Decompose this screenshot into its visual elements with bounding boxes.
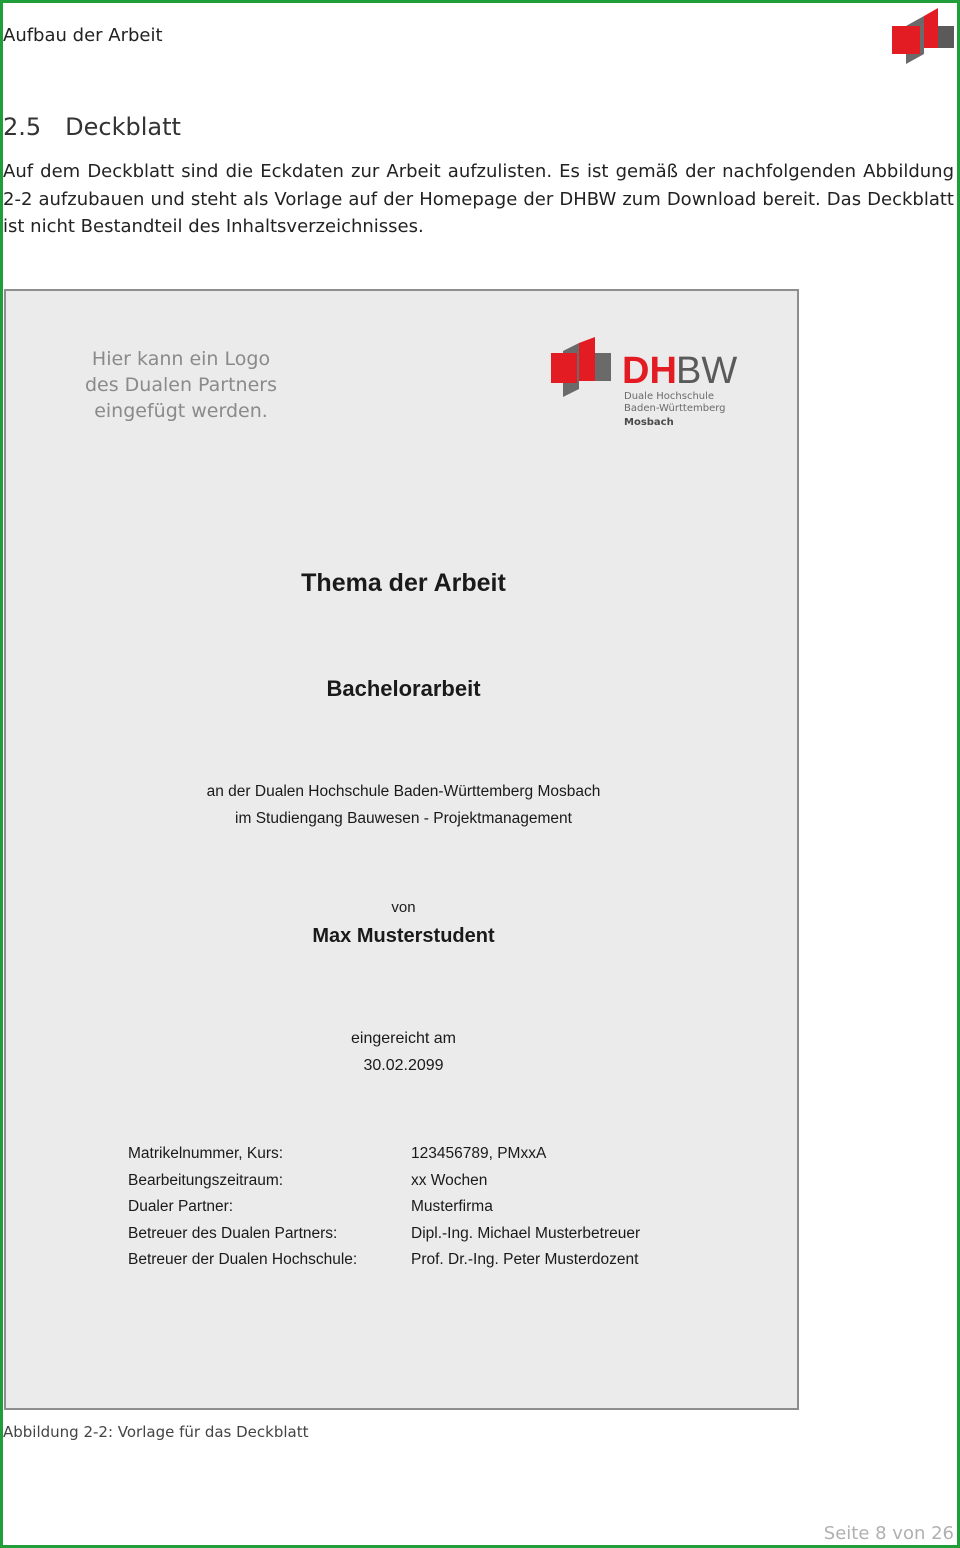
section-title: Deckblatt (65, 113, 181, 141)
details-label: Matrikelnummer, Kurs: (128, 1145, 284, 1163)
cover-details-table (128, 1141, 640, 1274)
dhbw-subtitle-1: Duale Hochschule (624, 391, 715, 402)
dhbw-location: Mosbach (624, 417, 674, 428)
cover-author: Max Musterstudent (312, 925, 495, 947)
dhbw-subtitle-2: Baden-Württemberg (624, 403, 726, 414)
section-heading (3, 113, 181, 141)
partner-logo-line: des Dualen Partners (84, 374, 277, 396)
details-row (128, 1168, 640, 1195)
details-label: Betreuer der Dualen Hochschule: (128, 1251, 358, 1269)
details-row (128, 1221, 640, 1248)
dhbw-logo-mark-icon (551, 337, 611, 397)
cover-template-figure (4, 289, 799, 1410)
partner-logo-line: Hier kann ein Logo (91, 348, 271, 370)
cover-title: Thema der Arbeit (301, 569, 506, 597)
details-value: 123456789, PMxxA (411, 1145, 547, 1163)
details-value: Dipl.-Ing. Michael Musterbetreuer (411, 1224, 641, 1242)
cover-thesis-type: Bachelorarbeit (326, 676, 481, 701)
partner-logo-line: eingefügt werden. (94, 400, 268, 422)
cover-submitted-label: eingereicht am (351, 1030, 456, 1047)
cover-university-line: an der Dualen Hochschule Baden-Württemberg Mosbach (206, 783, 601, 800)
details-row (128, 1141, 640, 1168)
details-value: Prof. Dr.-Ing. Peter Musterdozent (411, 1251, 639, 1269)
cover-submission (6, 1025, 801, 1079)
cover-submitted-date: 30.02.2099 (363, 1057, 444, 1074)
dhbw-logo (549, 337, 739, 432)
details-label: Bearbeitungszeitraum: (128, 1171, 284, 1189)
dhbw-wordmark-bw: BW (676, 350, 738, 392)
details-label: Dualer Partner: (128, 1198, 234, 1216)
cover-university (6, 778, 801, 832)
running-header: Aufbau der Arbeit (3, 25, 163, 46)
details-row (128, 1247, 640, 1274)
section-number: 2.5 (3, 113, 42, 141)
partner-logo-placeholder (66, 346, 296, 424)
details-label: Betreuer des Dualen Partners: (128, 1224, 338, 1242)
details-value: xx Wochen (411, 1171, 488, 1189)
intro-paragraph: Auf dem Deckblatt sind die Eckdaten zur Arbeit aufzulisten. Es ist gemäß der nachfolgenden Abbildung 2-2 aufzubauen und steht als Vorlage auf der Homepage der DHBW zum Download bereit. Das Deckblatt ist nicht Bestandteil des Inhaltsverzeichnisses. (3, 161, 954, 237)
cover-program-line: im Studiengang Bauwesen - Projektmanagement (235, 810, 572, 827)
cover-by: von (391, 899, 416, 916)
details-row (128, 1194, 640, 1221)
page-number: Seite 8 von 26 (823, 1523, 954, 1544)
dhbw-mark-icon (890, 8, 954, 68)
figure-caption: Abbildung 2-2: Vorlage für das Deckblatt (3, 1423, 309, 1441)
details-value: Musterfirma (411, 1198, 493, 1216)
dhbw-wordmark-dh: DH (622, 350, 677, 392)
